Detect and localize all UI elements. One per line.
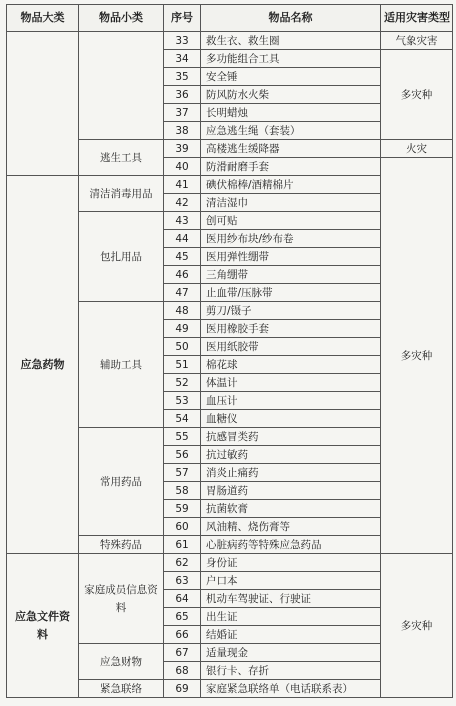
row-number: 46 bbox=[164, 266, 201, 284]
item-name: 创可贴 bbox=[201, 212, 381, 230]
category-emergency-medicine: 应急药物 bbox=[7, 176, 79, 554]
item-name: 棉花球 bbox=[201, 356, 381, 374]
item-name: 碘伏棉棒/酒精棉片 bbox=[201, 176, 381, 194]
row-number: 58 bbox=[164, 482, 201, 500]
row-number: 48 bbox=[164, 302, 201, 320]
row-number: 63 bbox=[164, 572, 201, 590]
item-name: 医用弹性绷带 bbox=[201, 248, 381, 266]
hazard-type: 气象灾害 bbox=[381, 32, 453, 50]
category-emergency-documents: 应急文件资料 bbox=[7, 554, 79, 698]
row-number: 53 bbox=[164, 392, 201, 410]
item-name: 救生衣、救生圈 bbox=[201, 32, 381, 50]
hazard-type: 火灾 bbox=[381, 140, 453, 158]
row-number: 43 bbox=[164, 212, 201, 230]
subcategory-bandaging: 包扎用品 bbox=[79, 212, 164, 302]
row-number: 52 bbox=[164, 374, 201, 392]
hazard-type: 多灾种 bbox=[381, 158, 453, 554]
item-name: 医用纸胶带 bbox=[201, 338, 381, 356]
header-item-name: 物品名称 bbox=[201, 5, 381, 32]
item-name: 消炎止痛药 bbox=[201, 464, 381, 482]
header-category: 物品大类 bbox=[7, 5, 79, 32]
row-number: 42 bbox=[164, 194, 201, 212]
category-cell-empty bbox=[7, 32, 79, 176]
item-name: 防风防水火柴 bbox=[201, 86, 381, 104]
item-name: 抗过敏药 bbox=[201, 446, 381, 464]
item-name: 三角绷带 bbox=[201, 266, 381, 284]
row-number: 64 bbox=[164, 590, 201, 608]
row-number: 51 bbox=[164, 356, 201, 374]
item-name: 安全锤 bbox=[201, 68, 381, 86]
subcategory-cleaning: 清洁消毒用品 bbox=[79, 176, 164, 212]
item-name: 止血带/压脉带 bbox=[201, 284, 381, 302]
row-number: 33 bbox=[164, 32, 201, 50]
subcategory-auxiliary: 辅助工具 bbox=[79, 302, 164, 428]
row-number: 36 bbox=[164, 86, 201, 104]
row-number: 49 bbox=[164, 320, 201, 338]
item-name: 结婚证 bbox=[201, 626, 381, 644]
item-name: 心脏病药等特殊应急药品 bbox=[201, 536, 381, 554]
row-number: 39 bbox=[164, 140, 201, 158]
row-number: 47 bbox=[164, 284, 201, 302]
row-number: 69 bbox=[164, 680, 201, 698]
item-name: 医用纱布块/纱布卷 bbox=[201, 230, 381, 248]
row-number: 45 bbox=[164, 248, 201, 266]
item-name: 适量现金 bbox=[201, 644, 381, 662]
header-hazard-type: 适用灾害类型 bbox=[381, 5, 453, 32]
header-number: 序号 bbox=[164, 5, 201, 32]
table-header-row bbox=[7, 5, 453, 32]
item-name: 出生证 bbox=[201, 608, 381, 626]
row-number: 38 bbox=[164, 122, 201, 140]
row-number: 54 bbox=[164, 410, 201, 428]
row-number: 41 bbox=[164, 176, 201, 194]
subcategory-emergency-property: 应急财物 bbox=[79, 644, 164, 680]
header-subcategory: 物品小类 bbox=[79, 5, 164, 32]
item-name: 抗感冒类药 bbox=[201, 428, 381, 446]
supplies-table-page bbox=[6, 4, 452, 701]
row-number: 40 bbox=[164, 158, 201, 176]
row-number: 35 bbox=[164, 68, 201, 86]
subcategory-special-drugs: 特殊药品 bbox=[79, 536, 164, 554]
row-number: 34 bbox=[164, 50, 201, 68]
item-name: 血压计 bbox=[201, 392, 381, 410]
subcategory-emergency-contact: 紧急联络 bbox=[79, 680, 164, 698]
item-name: 胃肠道药 bbox=[201, 482, 381, 500]
item-name: 医用橡胶手套 bbox=[201, 320, 381, 338]
item-name: 应急逃生绳（套装） bbox=[201, 122, 381, 140]
row-number: 57 bbox=[164, 464, 201, 482]
item-name: 抗菌软膏 bbox=[201, 500, 381, 518]
subcategory-escape-tools: 逃生工具 bbox=[79, 140, 164, 176]
subcategory-common-drugs: 常用药品 bbox=[79, 428, 164, 536]
item-name: 清洁湿巾 bbox=[201, 194, 381, 212]
row-number: 59 bbox=[164, 500, 201, 518]
row-number: 61 bbox=[164, 536, 201, 554]
item-name: 多功能组合工具 bbox=[201, 50, 381, 68]
subcategory-family-docs: 家庭成员信息资料 bbox=[79, 554, 164, 644]
item-name: 剪刀/镊子 bbox=[201, 302, 381, 320]
row-number: 50 bbox=[164, 338, 201, 356]
row-number: 66 bbox=[164, 626, 201, 644]
row-number: 68 bbox=[164, 662, 201, 680]
emergency-supplies-table bbox=[6, 4, 453, 698]
row-number: 37 bbox=[164, 104, 201, 122]
row-number: 56 bbox=[164, 446, 201, 464]
row-number: 62 bbox=[164, 554, 201, 572]
item-name: 血糖仪 bbox=[201, 410, 381, 428]
item-name: 风油精、烧伤膏等 bbox=[201, 518, 381, 536]
hazard-type: 多灾种 bbox=[381, 554, 453, 698]
subcategory-cell-empty bbox=[79, 32, 164, 140]
item-name: 长明蜡烛 bbox=[201, 104, 381, 122]
item-name: 户口本 bbox=[201, 572, 381, 590]
row-number: 44 bbox=[164, 230, 201, 248]
item-name: 防滑耐磨手套 bbox=[201, 158, 381, 176]
item-name: 银行卡、存折 bbox=[201, 662, 381, 680]
item-name: 家庭紧急联络单（电话联系表） bbox=[201, 680, 381, 698]
row-number: 67 bbox=[164, 644, 201, 662]
hazard-type: 多灾种 bbox=[381, 50, 453, 140]
table-row bbox=[7, 32, 453, 50]
row-number: 60 bbox=[164, 518, 201, 536]
row-number: 55 bbox=[164, 428, 201, 446]
table-row bbox=[7, 554, 453, 572]
item-name: 体温计 bbox=[201, 374, 381, 392]
item-name: 高楼逃生缓降器 bbox=[201, 140, 381, 158]
item-name: 机动车驾驶证、行驶证 bbox=[201, 590, 381, 608]
row-number: 65 bbox=[164, 608, 201, 626]
item-name: 身份证 bbox=[201, 554, 381, 572]
